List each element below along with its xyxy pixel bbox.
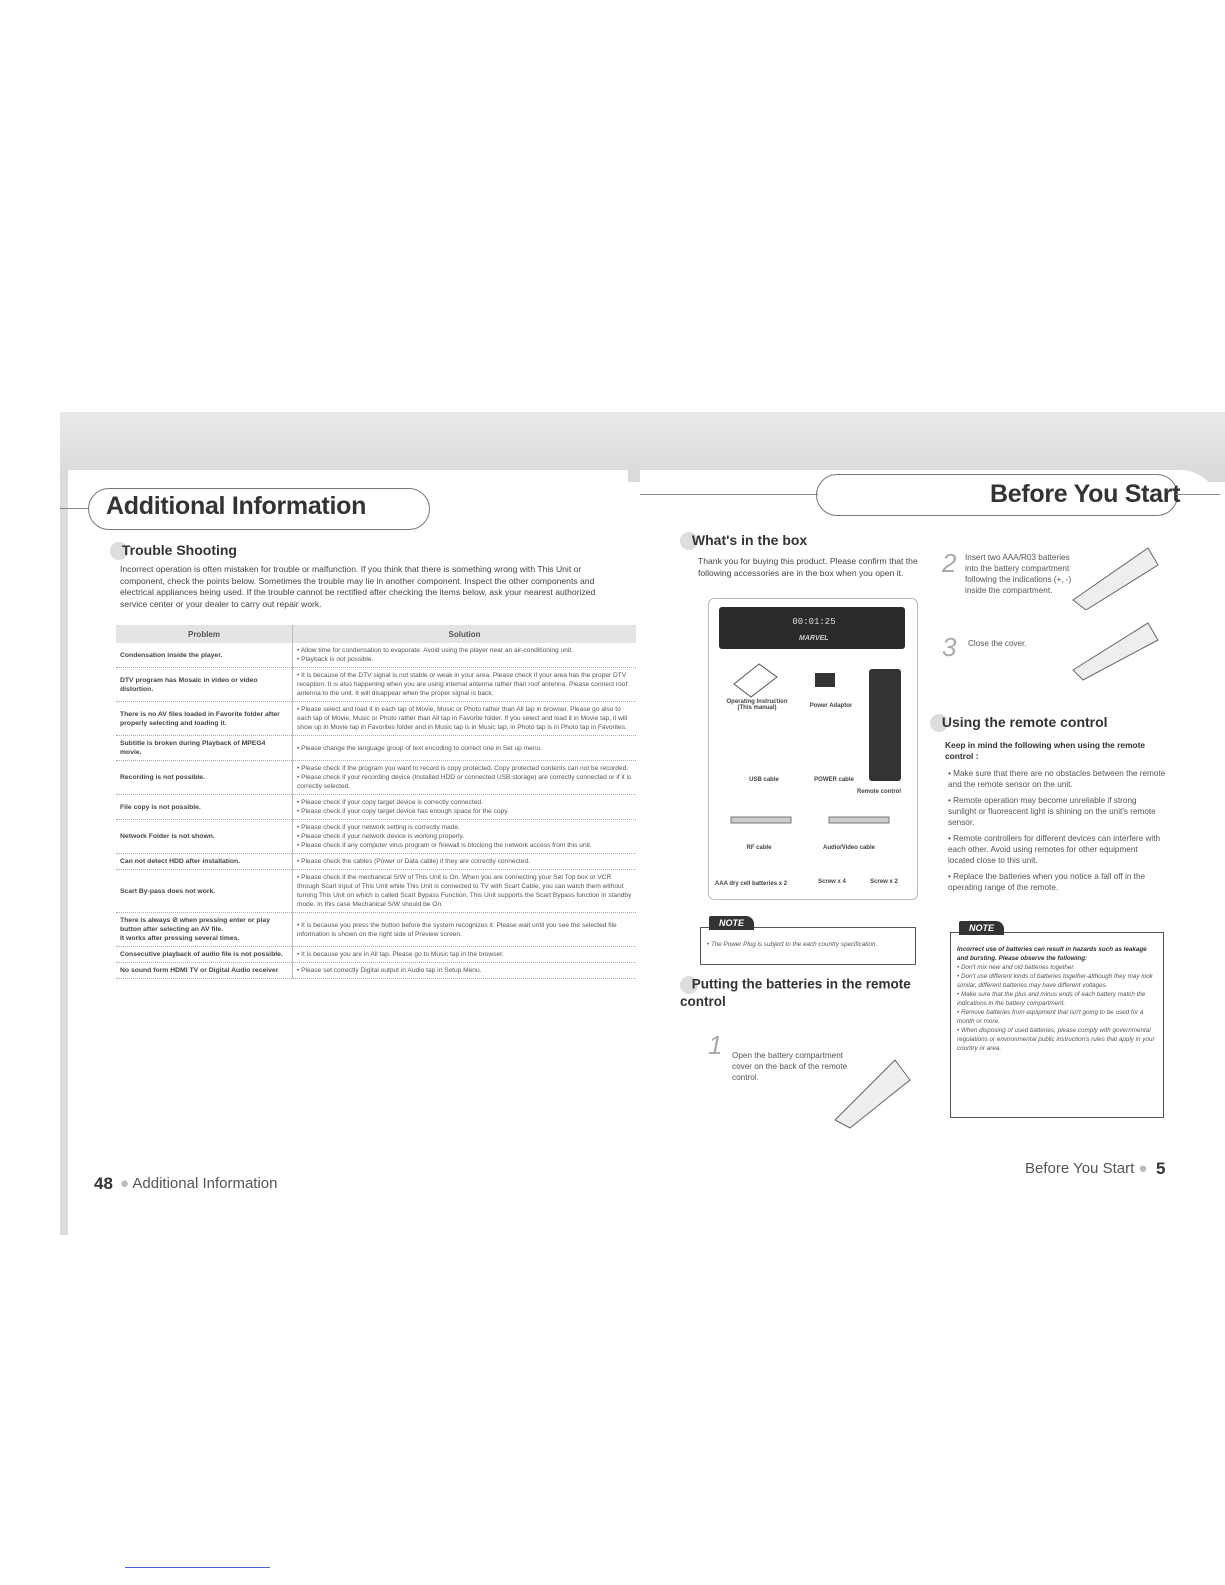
- table-row: [116, 870, 636, 913]
- table-row: [116, 820, 636, 854]
- keep-in-mind-heading: Keep in mind the following when using the remote control :: [945, 740, 1146, 761]
- page-header-title: Before You Start: [990, 480, 1181, 508]
- table-row: [116, 761, 636, 795]
- solution-cell: • Please check if your network setting is correctly made. • Please check if your network device is working properly. • Please check if any computer virus program or firewall is blocking the network access from this unit.: [293, 820, 637, 854]
- device-brand: MARVEL: [799, 635, 829, 642]
- table-row: [116, 702, 636, 736]
- table-row: [116, 963, 636, 979]
- bullet: • Make sure that there are no obstacles between the remote and the remote sensor on the unit.: [948, 769, 1166, 789]
- acc-av: Audio/Video cable: [823, 845, 875, 851]
- cover-close-illustration: [1068, 615, 1160, 685]
- page-number: 5: [1156, 1159, 1166, 1178]
- device-display: 00:01:25: [792, 617, 836, 627]
- problem-cell: DTV program has Mosaic in video or video distortion.: [116, 668, 293, 702]
- note-tag: NOTE: [709, 916, 754, 930]
- table-row: [116, 795, 636, 820]
- step-2-text: Insert two AAA/R03 batteries into the battery compartment following the indications (+, -) inside the compartment.: [965, 553, 1072, 595]
- problem-cell: There is always ⊘ when pressing enter or play button after selecting an AV file. It works after pressing several times.: [116, 913, 293, 947]
- table-row: [116, 736, 636, 761]
- step-3-number: 3: [942, 632, 957, 662]
- acc-manual: Operating Instruction (This manual): [726, 699, 788, 711]
- troubleshooting-table: [116, 625, 636, 979]
- bottom-link-underline: [125, 1567, 270, 1568]
- remote-bullets: [948, 768, 1166, 898]
- cables-icon: [729, 809, 909, 839]
- using-remote-title: Using the remote control: [930, 714, 1108, 732]
- note-item: • Remove batteries from equipment that isn't going to be used for a month or more.: [957, 1009, 1144, 1025]
- solution-cell: • Please select and load it in each tap of Movie, Music or Photo rather than All tap in browser. Please go also to each tap of Movie, Music or Photo rather than All tap in Favorite folder. If you select and load it in Movie tap, it will show up in Movie tap in Favorites folder and in Music tap is in Music tap, in Photo tap is in Photo tap in Favorites.: [293, 702, 637, 736]
- remote-control-image: [869, 669, 901, 781]
- remote-open-illustration: [825, 1050, 915, 1130]
- note-heading: Incorrect use of batteries can result in hazards such as leakage and bursting. Please observe the following:: [957, 946, 1147, 962]
- step-1-text: Open the battery compartment cover on the back of the remote control.: [732, 1051, 848, 1082]
- problem-cell: Subtitle is broken during Playback of MPEG4 movie.: [116, 736, 293, 761]
- problem-cell: File copy is not possible.: [116, 795, 293, 820]
- footer-text: Before You Start ●: [1025, 1160, 1148, 1177]
- solution-cell: • Please set correctly Digital output in Audio tap in Setup Menu.: [293, 963, 637, 979]
- note-item: • Don't use different kinds of batteries together-although they may look similar, different batteries may have different voltages.: [957, 973, 1153, 989]
- page-header-title: Additional Information: [106, 492, 367, 520]
- bullet: • Replace the batteries when you notice a fall off in the operating range of the remote.: [948, 872, 1146, 892]
- problem-cell: No sound form HDMI TV or Digital Audio receiver: [116, 963, 293, 979]
- adaptor-icon: [815, 673, 835, 687]
- bullet: • Remote operation may become unreliable if strong sunlight or fluorescent light is shining on the unit's remote sensor.: [948, 796, 1156, 827]
- note-tag: NOTE: [959, 921, 1004, 935]
- solution-cell: • Please check the cables (Power or Data cable) if they are correctly connected.: [293, 854, 637, 870]
- solution-cell: • Please check if the mechanical S/W of This Unit is On. When you are connecting your Set Top box or VCR through Scart input of This Unit while This Unit is connected to TV with Scart Cable, you can watch them without turning This Unit on which is called Scart Bypass Function. This Unit supports the Scart Bypass function in standby mode. In this case Mechanical S/W should be On.: [293, 870, 637, 913]
- problem-cell: Scart By-pass does not work.: [116, 870, 293, 913]
- batteries-title: Putting the batteries in the remote control: [680, 976, 911, 1009]
- problem-cell: Recording is not possible.: [116, 761, 293, 795]
- solution-cell: • Please check if the program you want to record is copy protected. Copy protected contents can not be recorded. • Please check if your recording device (Installed HDD or connected USB storage) are correctly connected or if it is correctly selected.: [293, 761, 637, 795]
- note-box-power: [700, 918, 916, 965]
- step-3-text: Close the cover.: [968, 639, 1027, 648]
- table-row: [116, 913, 636, 947]
- note-item: • Don't mix new and old batteries together.: [957, 964, 1075, 971]
- acc-adaptor: Power Adaptor: [809, 703, 853, 709]
- step-2-number: 2: [942, 548, 957, 578]
- right-page: [640, 470, 1220, 1230]
- table-row: [116, 947, 636, 963]
- solution-cell: • Please change the language group of text encoding to correct one in Set up menu.: [293, 736, 637, 761]
- note-box-batteries: [950, 923, 1164, 1118]
- note-text: • The Power Plug is subject to the each country specification.: [707, 941, 878, 948]
- acc-screw4: Screw x 4: [818, 879, 846, 885]
- acc-remote: Remote control: [856, 789, 901, 795]
- acc-batteries: AAA dry cell batteries x 2: [714, 881, 788, 887]
- acc-power-cable: POWER cable: [814, 777, 854, 783]
- table-row: [116, 668, 636, 702]
- section-title: Trouble Shooting: [110, 542, 237, 560]
- bullet: • Remote controllers for different devices can interfere with each other. Avoid using remotes for other equipment located close to this unit.: [948, 834, 1161, 865]
- scan-edge: [60, 480, 68, 1235]
- whats-in-box-text: Thank you for buying this product. Please confirm that the following accessories are in the box when you open it.: [698, 556, 918, 578]
- intro-paragraph: Incorrect operation is often mistaken for trouble or malfunction. If you think that there is something wrong with This Unit or component, check the points below. Sometimes the trouble may lie in another component. Inspect the other components and electrical appliances being used. If the trouble cannot be rectified after checking the items below, ask your nearest authorized service center or your dealer to carry out repair work.: [120, 564, 596, 609]
- acc-usb: USB cable: [749, 777, 779, 783]
- footer-text: ● Additional Information: [120, 1175, 278, 1192]
- problem-cell: Consecutive playback of audio file is not possible.: [116, 947, 293, 963]
- note-item: • When disposing of used batteries, please comply with governmental regulations or environmental public instruction's rules that apply in your country or area.: [957, 1027, 1155, 1052]
- battery-insert-illustration: [1068, 540, 1160, 610]
- solution-cell: • Please check if your copy target device is correctly connected. • Please check if your copy target device has enough space for the copy.: [293, 795, 637, 820]
- problem-cell: Condensation inside the player.: [116, 643, 293, 668]
- left-page: [68, 470, 632, 1230]
- problem-header: Problem: [116, 625, 293, 643]
- solution-cell: • It is because of the DTV signal is not stable or weak in your area. Please check if your area has the proper DTV reception. It is also happening when you are using internal antenna rather than roof antenna. Please connect roof antenna to the unit. It will disappear when the proper signal is back.: [293, 668, 637, 702]
- problem-cell: Can not detect HDD after installation.: [116, 854, 293, 870]
- solution-cell: • It is because you are in All tap. Please go to Music tap in the browser.: [293, 947, 637, 963]
- acc-rf: RF cable: [746, 845, 772, 851]
- note-item: • Make sure that the plus and minus ends of each battery match the indications in the battery compartment.: [957, 991, 1146, 1007]
- problem-cell: There is no AV files loaded in Favorite folder after properly selecting and loading it.: [116, 702, 293, 736]
- media-player-image: [719, 607, 905, 649]
- table-row: [116, 643, 636, 668]
- accessories-illustration: [708, 598, 918, 900]
- solution-cell: • Allow time for condensation to evaporate. Avoid using the player near an air-conditioning unit. • Playback is not possible.: [293, 643, 637, 668]
- manual-icon: [729, 659, 779, 699]
- problem-cell: Network Folder is not shown.: [116, 820, 293, 854]
- step-1-number: 1: [708, 1030, 723, 1060]
- whats-in-box-title: What's in the box: [680, 532, 807, 550]
- page-number: 48: [94, 1174, 113, 1193]
- solution-cell: • It is because you press the button before the system recognizes it. Please wait until you see the selected file information is shown on the right side of Preview screen.: [293, 913, 637, 947]
- acc-screw2: Screw x 2: [870, 879, 898, 885]
- solution-header: Solution: [293, 625, 637, 643]
- table-row: [116, 854, 636, 870]
